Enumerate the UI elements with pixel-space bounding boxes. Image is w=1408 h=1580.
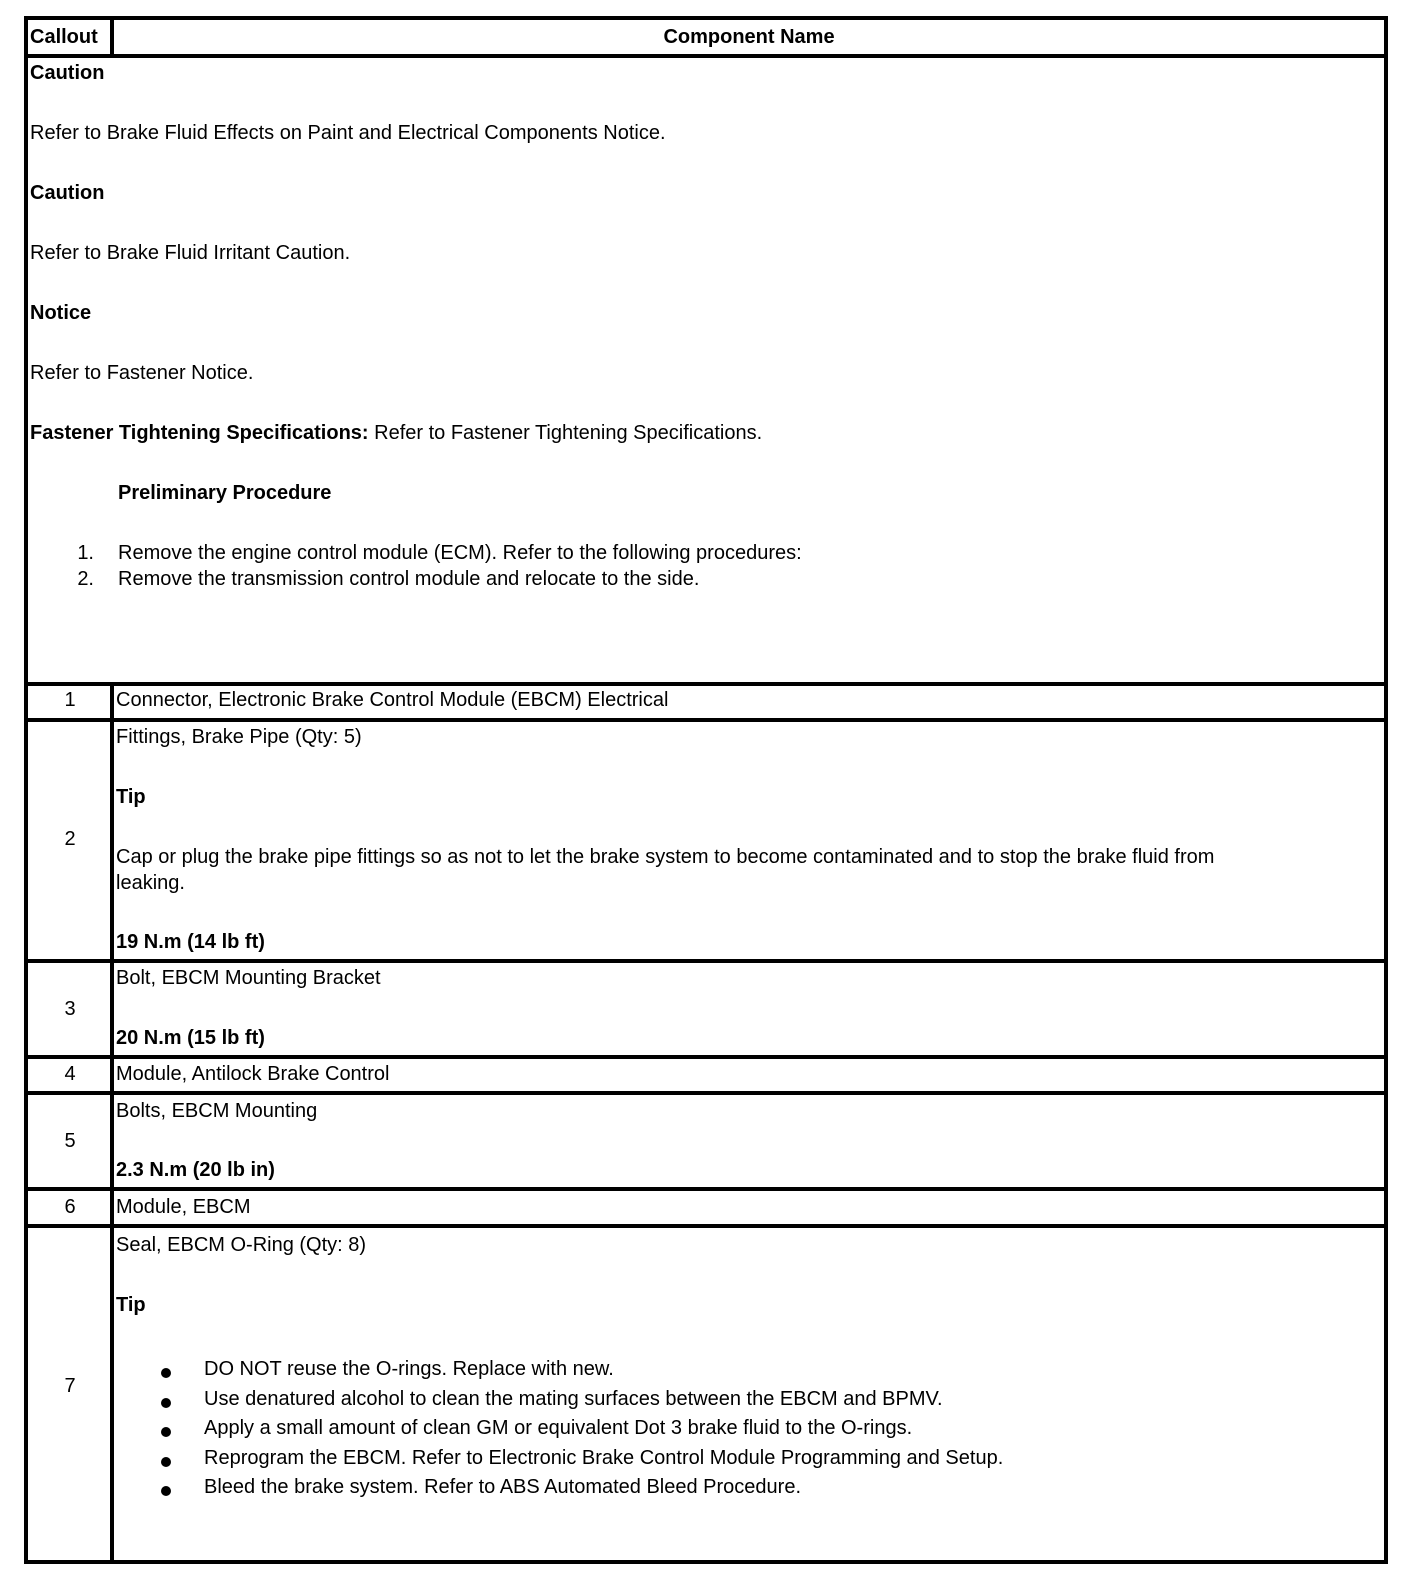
bullet-icon (161, 1398, 171, 1408)
component-name: Module, Antilock Brake Control (116, 1063, 390, 1085)
caution-title: Caution (30, 62, 105, 84)
bullet-text: Bleed the brake system. Refer to ABS Automated Bleed Procedure. (204, 1476, 802, 1498)
fastener-spec-line (30, 421, 762, 445)
row-divider (28, 718, 1384, 722)
component-name: Connector, Electronic Brake Control Module (EBCM) Electrical (116, 689, 669, 711)
bullet-icon (161, 1368, 171, 1378)
torque-spec: 20 N.m (15 lb ft) (116, 1027, 265, 1049)
component-name: Bolt, EBCM Mounting Bracket (116, 967, 381, 989)
callout-column-header: Callout (30, 26, 98, 48)
column-divider (110, 682, 114, 1564)
callout-number: 4 (64, 1063, 76, 1085)
row-divider (28, 1187, 1384, 1191)
step-number: 2. (77, 568, 94, 590)
intro-divider (28, 682, 1384, 686)
notice-title: Notice (30, 302, 92, 324)
preliminary-procedure-title: Preliminary Procedure (118, 482, 332, 504)
row-divider (28, 1091, 1384, 1095)
callout-number: 7 (64, 1375, 76, 1397)
component-name: Seal, EBCM O-Ring (Qty: 8) (116, 1234, 367, 1256)
torque-spec: 19 N.m (14 lb ft) (116, 931, 265, 953)
step-text: Remove the transmission control module and relocate to the side. (118, 568, 700, 590)
tip-text: leaking. (116, 872, 185, 894)
fastener-spec-label: Fastener Tightening Specifications: (30, 422, 369, 444)
tip-text: Cap or plug the brake pipe fittings so as not to let the brake system to become contaminated and to stop the brake fluid from (116, 846, 1215, 868)
row-divider (28, 959, 1384, 963)
callout-number: 6 (64, 1196, 76, 1218)
header-divider (28, 54, 1384, 58)
component-name: Bolts, EBCM Mounting (116, 1100, 318, 1122)
caution-text: Refer to Brake Fluid Irritant Caution. (30, 242, 351, 264)
callout-number: 1 (64, 689, 76, 711)
torque-spec: 2.3 N.m (20 lb in) (116, 1159, 275, 1181)
bullet-text: Reprogram the EBCM. Refer to Electronic Brake Control Module Programming and Setup. (204, 1447, 1004, 1469)
fastener-spec-text: Refer to Fastener Tightening Specifications. (368, 422, 763, 444)
step-number: 1. (77, 542, 94, 564)
bullet-icon (161, 1427, 171, 1437)
bullet-icon (161, 1486, 171, 1496)
bullet-icon (161, 1457, 171, 1467)
component-name: Module, EBCM (116, 1196, 251, 1218)
bullet-text: Use denatured alcohol to clean the mating surfaces between the EBCM and BPMV. (204, 1388, 943, 1410)
bullet-text: DO NOT reuse the O-rings. Replace with new. (204, 1358, 614, 1380)
callout-number: 2 (64, 828, 76, 850)
callout-number: 5 (64, 1130, 76, 1152)
notice-text: Refer to Fastener Notice. (30, 362, 254, 384)
component-table (24, 16, 1388, 1564)
step-text: Remove the engine control module (ECM). Refer to the following procedures: (118, 542, 802, 564)
component-name: Fittings, Brake Pipe (Qty: 5) (116, 726, 362, 748)
caution-text: Refer to Brake Fluid Effects on Paint and Electrical Components Notice. (30, 122, 666, 144)
tip-title: Tip (116, 1294, 146, 1316)
row-divider (28, 1055, 1384, 1059)
component-column-header: Component Name (663, 26, 835, 48)
tip-title: Tip (116, 786, 146, 808)
bullet-text: Apply a small amount of clean GM or equivalent Dot 3 brake fluid to the O-rings. (204, 1417, 913, 1439)
row-divider (28, 1224, 1384, 1228)
caution-title: Caution (30, 182, 105, 204)
callout-number: 3 (64, 998, 76, 1020)
